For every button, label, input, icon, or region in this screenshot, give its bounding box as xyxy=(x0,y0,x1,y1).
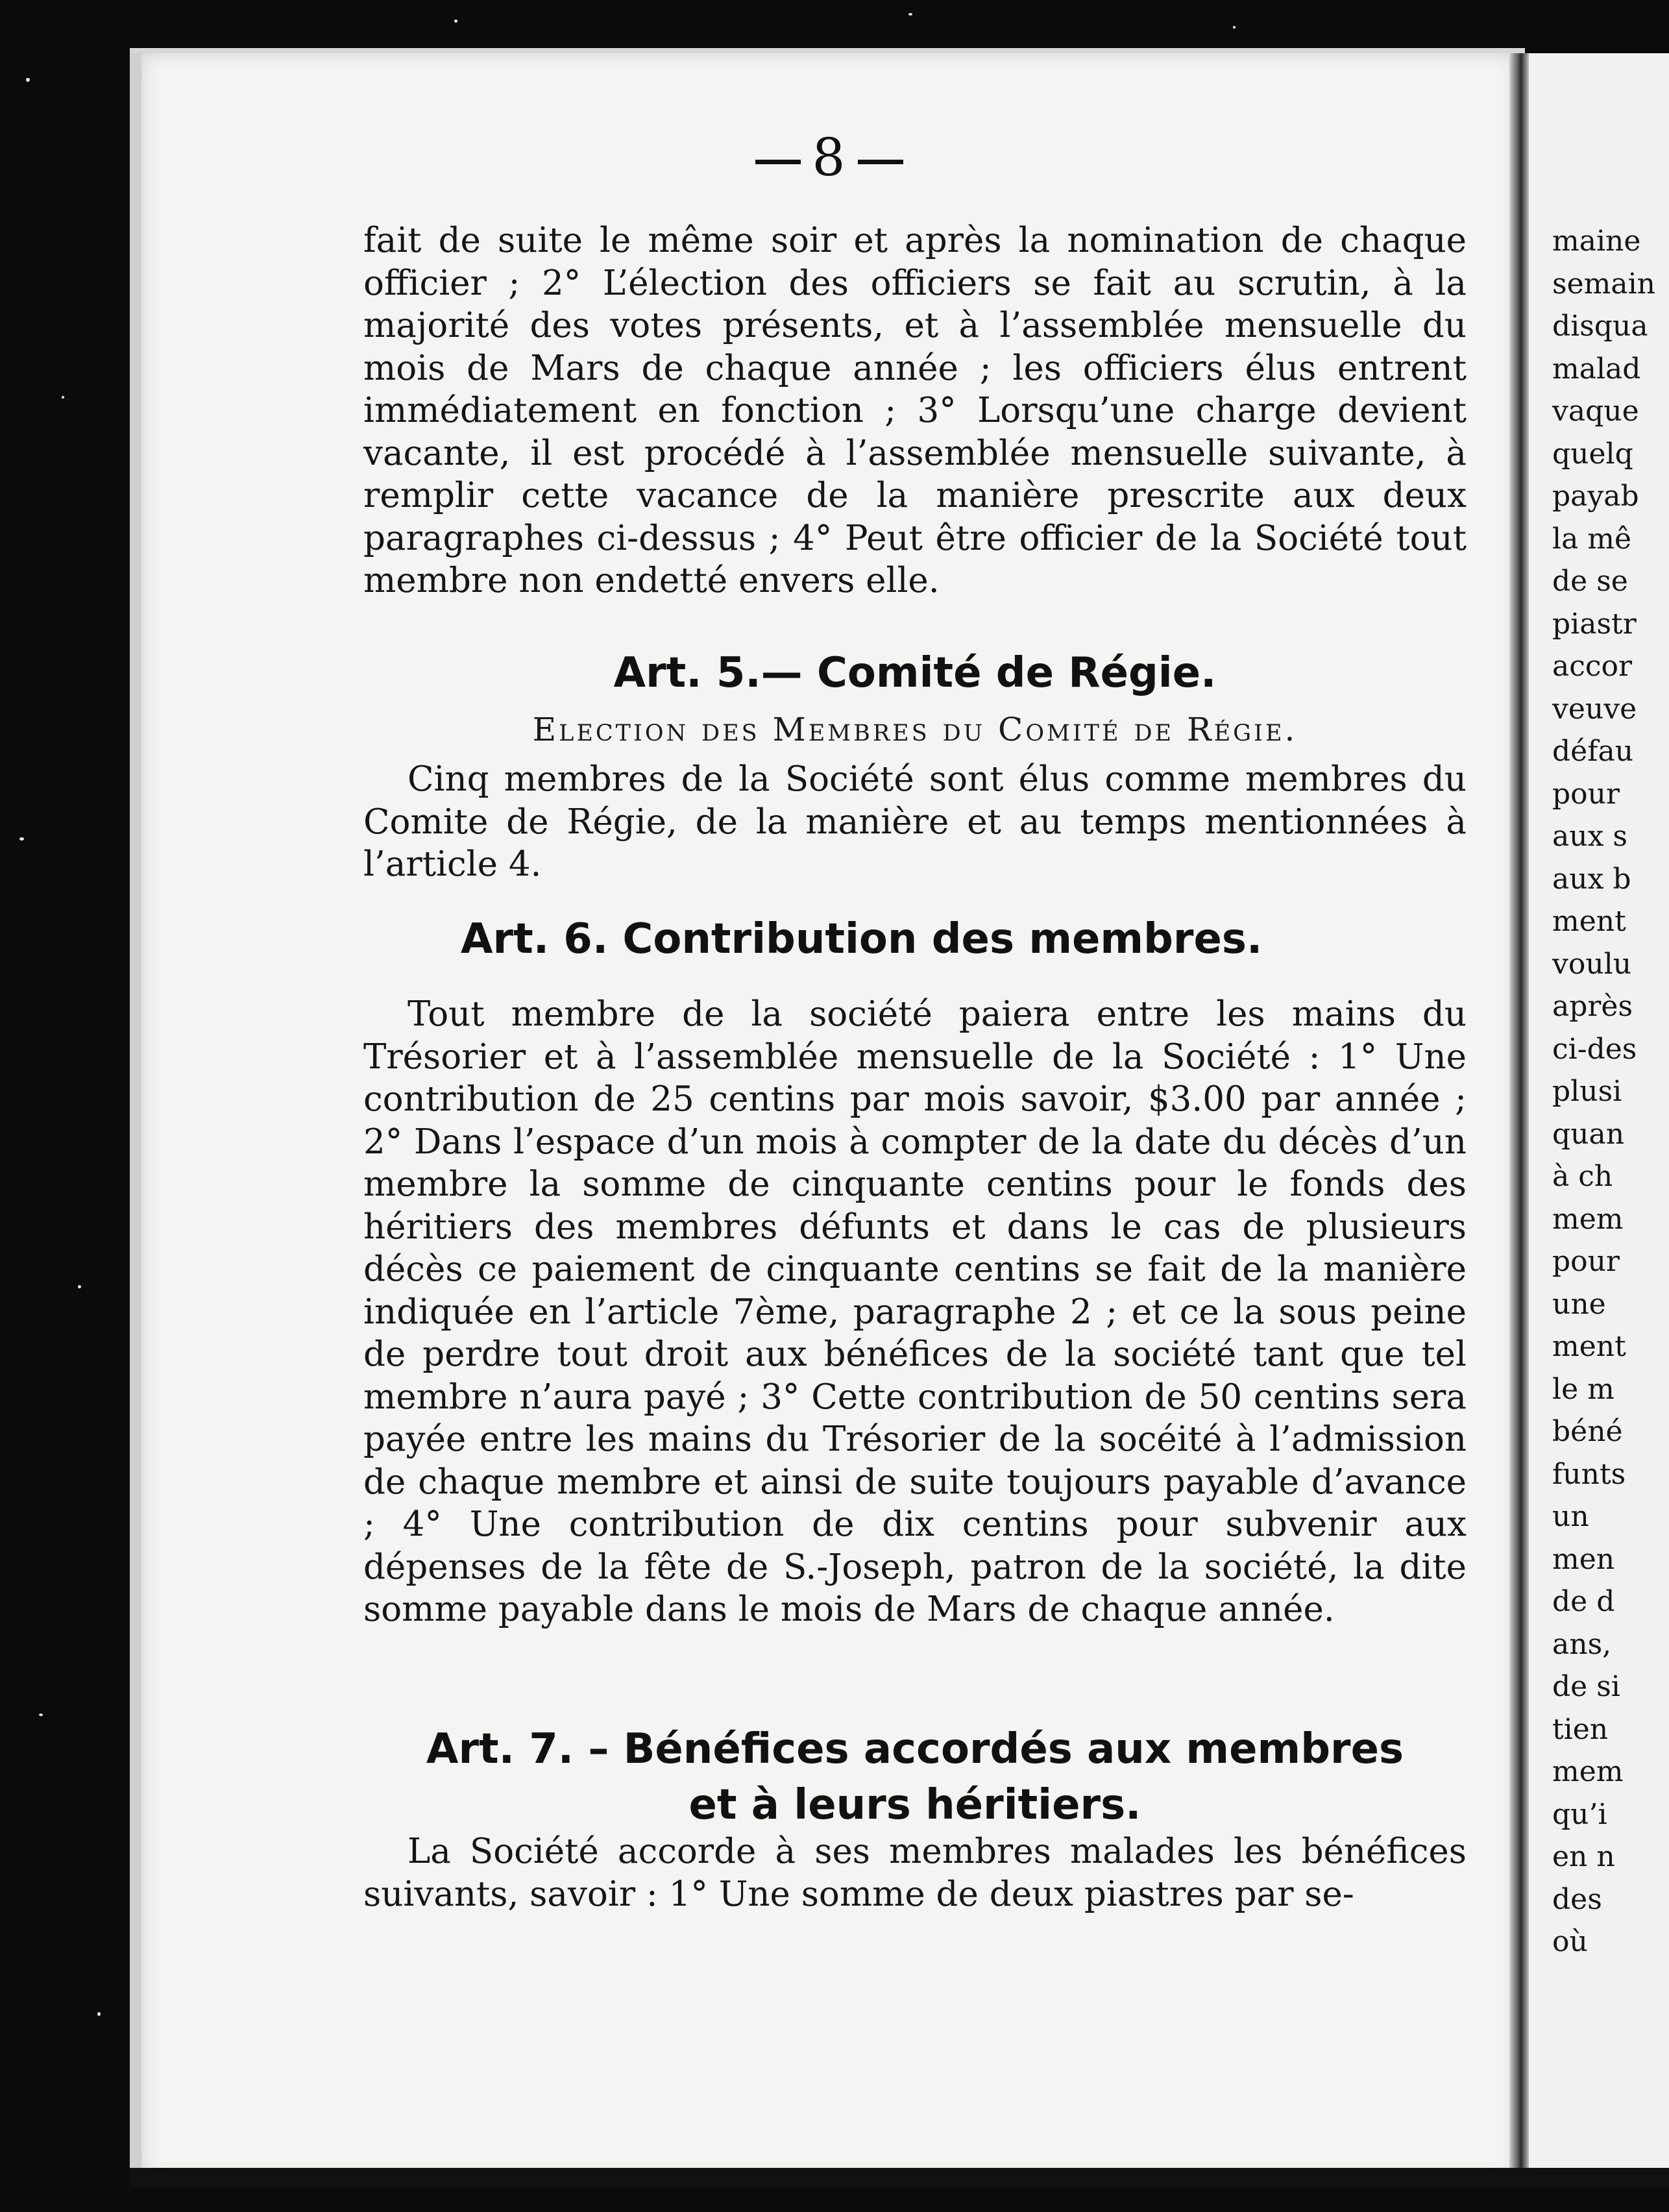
facing-page-line: pour xyxy=(1552,1245,1620,1278)
page-number xyxy=(141,127,1517,188)
facing-page-line: de d xyxy=(1552,1585,1615,1618)
article-5-paragraph: Cinq membres de la Société sont élus comme membres du Comite de Régie, de la manière et au temps mentionnées à l’article 4. xyxy=(363,759,1467,884)
facing-page-line: payab xyxy=(1552,480,1639,513)
facing-page-line: aux s xyxy=(1552,820,1627,853)
facing-page-line: malad xyxy=(1552,352,1641,386)
article-6-heading: Art. 6. Contribution des membres. xyxy=(461,915,1263,963)
article-7-heading xyxy=(363,1721,1467,1833)
book-gutter xyxy=(1509,53,1529,2179)
scan-bottom-edge xyxy=(130,2168,1669,2187)
facing-page-line: pour xyxy=(1552,777,1620,811)
facing-page-line: un xyxy=(1552,1500,1589,1533)
facing-page-line: men xyxy=(1552,1542,1615,1576)
article-7-paragraph: La Société accorde à ses membres malades les bénéfices suivants, savoir : 1° Une somme de deux piastres par se- xyxy=(363,1832,1467,1914)
facing-page-line: qu’i xyxy=(1552,1797,1607,1831)
facing-page-line: où xyxy=(1552,1925,1588,1958)
facing-page-line: en n xyxy=(1552,1840,1615,1873)
article-5-heading: Art. 5.— Comité de Régie. xyxy=(613,649,1217,697)
continued-paragraph: fait de suite le même soir et après la nomination de chaque officier ; 2° L’élection des officiers se fait au scrutin, à la majorité des votes présents, et à l’assemblée mensuelle du mois de Mars de chaque année ; les officiers élus entrent immédiatement en fonction ; 3° Lorsqu’une charge devient vacante, il est procédé à l’assemblée mensuelle suivante, à remplir cette vacance de la manière prescrite aux deux paragraphes ci-dessus ; 4° Peut être officier de la Société tout membre non endetté envers elle. xyxy=(363,221,1467,600)
article-5-subheading: Election des Membres du Comité de Régie. xyxy=(532,711,1298,748)
facing-page-line: veuve xyxy=(1552,692,1637,726)
facing-page-line: aux b xyxy=(1552,862,1631,896)
facing-page-line: de se xyxy=(1552,565,1628,598)
folio-dash-right xyxy=(858,160,903,164)
facing-page-line: tien xyxy=(1552,1712,1609,1746)
facing-page-line: maine xyxy=(1552,225,1641,258)
facing-page-line: ment xyxy=(1552,905,1626,938)
folio-number: 8 xyxy=(812,127,847,188)
facing-page-line: défau xyxy=(1552,735,1634,768)
facing-page-line: béné xyxy=(1552,1415,1623,1448)
facing-page xyxy=(1529,53,1669,2179)
facing-page-line: disqua xyxy=(1552,310,1648,343)
facing-page-line: piastr xyxy=(1552,607,1637,641)
facing-page-line: mem xyxy=(1552,1755,1624,1788)
facing-page-line: la mê xyxy=(1552,522,1632,556)
facing-page-line: funts xyxy=(1552,1457,1626,1491)
facing-page-line: une xyxy=(1552,1287,1606,1321)
facing-page-line: mem xyxy=(1552,1202,1624,1236)
facing-page-line: à ch xyxy=(1552,1160,1613,1193)
facing-page-line: accor xyxy=(1552,650,1633,683)
article-7-heading-line-2: et à leurs héritiers. xyxy=(688,1781,1141,1829)
article-6-paragraph: Tout membre de la société paiera entre les mains du Trésorier et à l’assemblée mensuelle de la Société : 1° Une contribution de 25 centins par mois savoir, $3.00 par année ; 2° Dans l’espace d’un mois à compter de la date du décès d’un membre la somme de cinquante centins pour le fonds des héritiers des membres défunts et dans le cas de plusieurs décès ce paiement de cinquante centins se fait de la manière indiquée en l’article 7ème, paragraphe 2 ; et ce la sous peine de perdre tout droit aux bénéfices de la société tant que tel membre n’aura payé ; 3° Cette contribution de 50 centins sera payée entre les mains du Trésorier de la socéité à l’admission de chaque membre et ainsi de suite toujours payable d’avance ; 4° Une contribution de dix centins pour subvenir aux dépenses de la fête de S.-Joseph, patron de la société, la dite somme payable dans le mois de Mars de chaque année. xyxy=(363,994,1467,1629)
facing-page-line: semain xyxy=(1552,267,1655,301)
facing-page-line: après xyxy=(1552,990,1633,1023)
facing-page-line: plusi xyxy=(1552,1075,1622,1108)
folio-dash-left xyxy=(755,160,801,164)
article-7-heading-line-1: Art. 7. – Bénéfices accordés aux membres xyxy=(426,1725,1404,1773)
facing-page-line: ans, xyxy=(1552,1627,1612,1661)
facing-page-line: quan xyxy=(1552,1117,1625,1151)
facing-page-line: ci-des xyxy=(1552,1032,1637,1066)
facing-page-line: vaque xyxy=(1552,395,1639,428)
facing-page-line: ment xyxy=(1552,1330,1626,1363)
facing-page-line: de si xyxy=(1552,1670,1620,1703)
facing-page-line: le m xyxy=(1552,1372,1614,1406)
facing-page-line: quelq xyxy=(1552,437,1633,471)
facing-page-line: voulu xyxy=(1552,947,1632,981)
facing-page-line: des xyxy=(1552,1882,1602,1916)
